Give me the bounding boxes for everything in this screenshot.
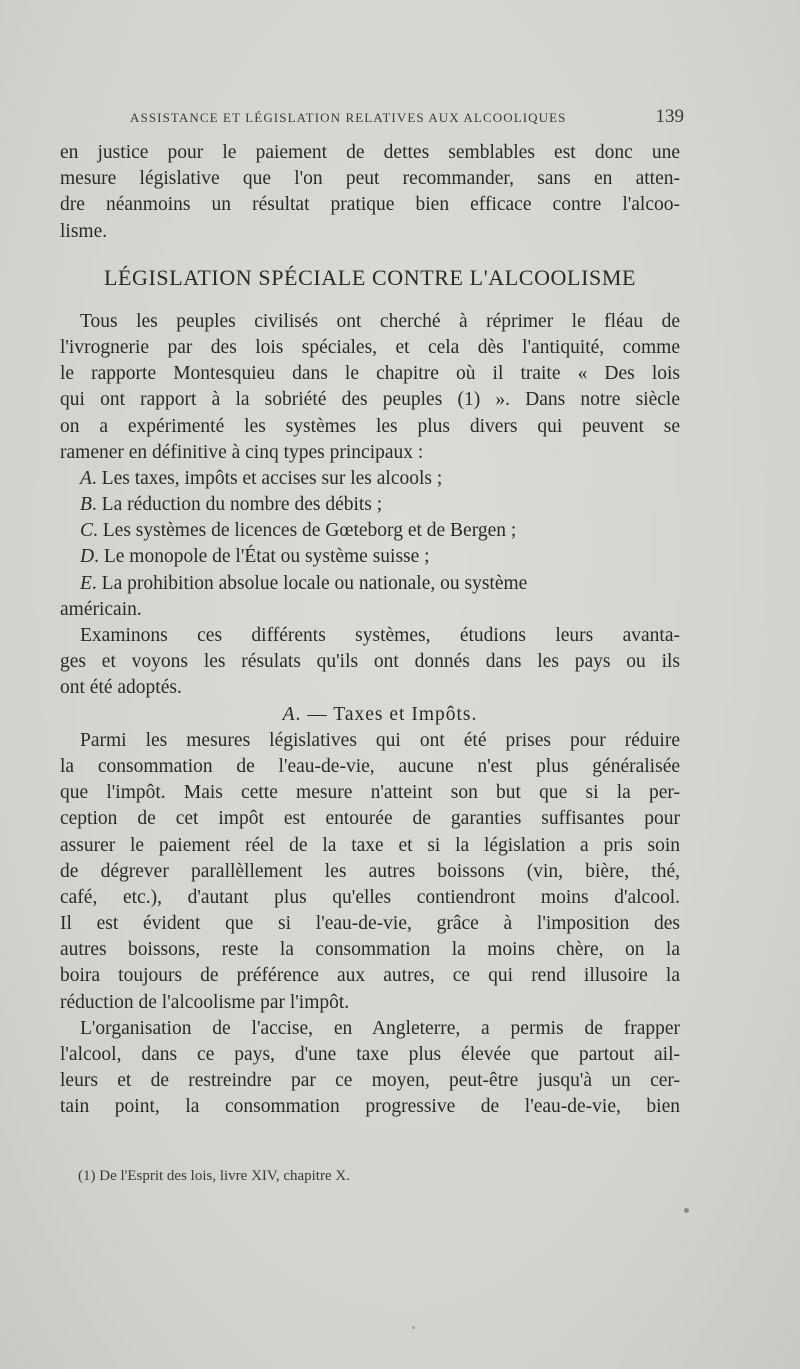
section-heading: LÉGISLATION SPÉCIALE CONTRE L'ALCOOLISME bbox=[103, 264, 637, 290]
body-text bbox=[60, 140, 680, 1121]
list-letter: A bbox=[80, 467, 92, 489]
text-line: Tous les peuples civilisés ont cherché à réprimer le fléau de bbox=[80, 310, 680, 332]
text-line: ception de cet impôt est entourée de garanties suffisantes pour bbox=[60, 808, 680, 830]
text-line: le rapporte Montesquieu dans le chapitre où il traite « Des lois bbox=[60, 363, 680, 385]
running-title: ASSISTANCE ET LÉGISLATION RELATIVES AUX ALCOOLIQUES bbox=[130, 110, 567, 125]
paragraph-taxes bbox=[60, 728, 680, 1016]
list-letter: E bbox=[80, 572, 92, 594]
text-line: que l'impôt. Mais cette mesure n'atteint son but que si la per- bbox=[60, 782, 680, 804]
text-line: qui ont rapport à la sobriété des peuples (1) ». Dans notre siècle bbox=[60, 389, 680, 411]
text-line: Il est évident que si l'eau-de-vie, grâce à l'imposition des bbox=[60, 913, 680, 935]
paper-speck bbox=[684, 1208, 689, 1213]
text-line: leurs et de restreindre par ce moyen, peut-être jusqu'à un cer- bbox=[60, 1070, 680, 1092]
list-letter: D bbox=[80, 546, 95, 568]
text-line: café, etc.), d'autant plus qu'elles contiendront moins d'alcool. bbox=[60, 886, 680, 908]
text-line: dre néanmoins un résultat pratique bien efficace contre l'alcoo- bbox=[60, 194, 680, 216]
text-line: la consommation de l'eau-de-vie, aucune n'est plus généralisée bbox=[60, 755, 680, 777]
text-line: en justice pour le paiement de dettes semblables est donc une bbox=[60, 142, 680, 163]
list-item bbox=[60, 544, 680, 570]
text-line: mesure législative que l'on peut recommander, sans en atten- bbox=[60, 168, 680, 190]
subheading bbox=[60, 702, 680, 728]
text-line: Examinons ces différents systèmes, étudions leurs avanta- bbox=[80, 625, 680, 646]
paragraph-england bbox=[60, 1016, 680, 1121]
list-item bbox=[60, 571, 680, 597]
text-line: tain point, la consommation progressive de l'eau-de-vie, bien bbox=[60, 1096, 680, 1118]
paragraph-peoples bbox=[60, 309, 680, 466]
list-letter: C bbox=[80, 520, 94, 542]
text-line: réduction de l'alcoolisme par l'impôt. bbox=[60, 991, 350, 1013]
text-line: l'ivrognerie par des lois spéciales, et cela dès l'antiquité, comme bbox=[60, 336, 680, 358]
list-text: . Les taxes, impôts et accises sur les alcools ; bbox=[91, 467, 443, 489]
text-line: ont été adoptés. bbox=[60, 677, 182, 699]
paragraph-examine bbox=[60, 623, 680, 702]
list-item bbox=[60, 518, 680, 544]
text-line: ramener en définitive à cinq types principaux : bbox=[60, 441, 424, 463]
text-line: on a expérimenté les systèmes les plus divers qui peuvent se bbox=[60, 415, 680, 437]
systems-list bbox=[60, 466, 680, 623]
text-line: autres boissons, reste la consommation la moins chère, on la bbox=[60, 939, 680, 961]
list-item-continuation: américain. bbox=[60, 598, 142, 620]
list-item bbox=[60, 492, 680, 518]
page-number: 139 bbox=[655, 106, 684, 127]
subheading-letter: A bbox=[282, 703, 296, 725]
list-text: . La prohibition absolue locale ou nationale, ou système bbox=[91, 572, 528, 594]
text-line: L'organisation de l'accise, en Angleterre, a permis de frapper bbox=[80, 1017, 680, 1039]
text-line: assurer le paiement réel de la taxe et si la législation a pris soin bbox=[60, 834, 680, 856]
text-line: de dégrever parallèllement les autres boissons (vin, bière, thé, bbox=[60, 860, 680, 882]
running-head bbox=[60, 106, 684, 128]
list-text: . Les systèmes de licences de Gœteborg et de Bergen ; bbox=[93, 520, 517, 542]
list-item bbox=[60, 466, 680, 492]
list-text: . Le monopole de l'État ou système suisse ; bbox=[94, 546, 430, 568]
list-letter: B bbox=[80, 494, 92, 516]
text-line: lisme. bbox=[60, 220, 108, 242]
text-line: boira toujours de préférence aux autres, ce qui rend illusoire la bbox=[60, 965, 680, 987]
footnote: (1) De l'Esprit des lois, livre XIV, chapitre X. bbox=[78, 1168, 350, 1184]
text-line: Parmi les mesures législatives qui ont été prises pour réduire bbox=[80, 729, 680, 751]
subheading-text: . — Taxes et Impôts. bbox=[295, 703, 478, 725]
list-text: . La réduction du nombre des débits ; bbox=[91, 494, 383, 516]
text-line: ges et voyons les résulats qu'ils ont donnés dans les pays ou ils bbox=[60, 651, 680, 673]
paper-speck bbox=[412, 1326, 415, 1329]
paragraph-intro bbox=[60, 140, 680, 245]
text-line: l'alcool, dans ce pays, d'une taxe plus élevée que partout ail- bbox=[60, 1044, 680, 1065]
